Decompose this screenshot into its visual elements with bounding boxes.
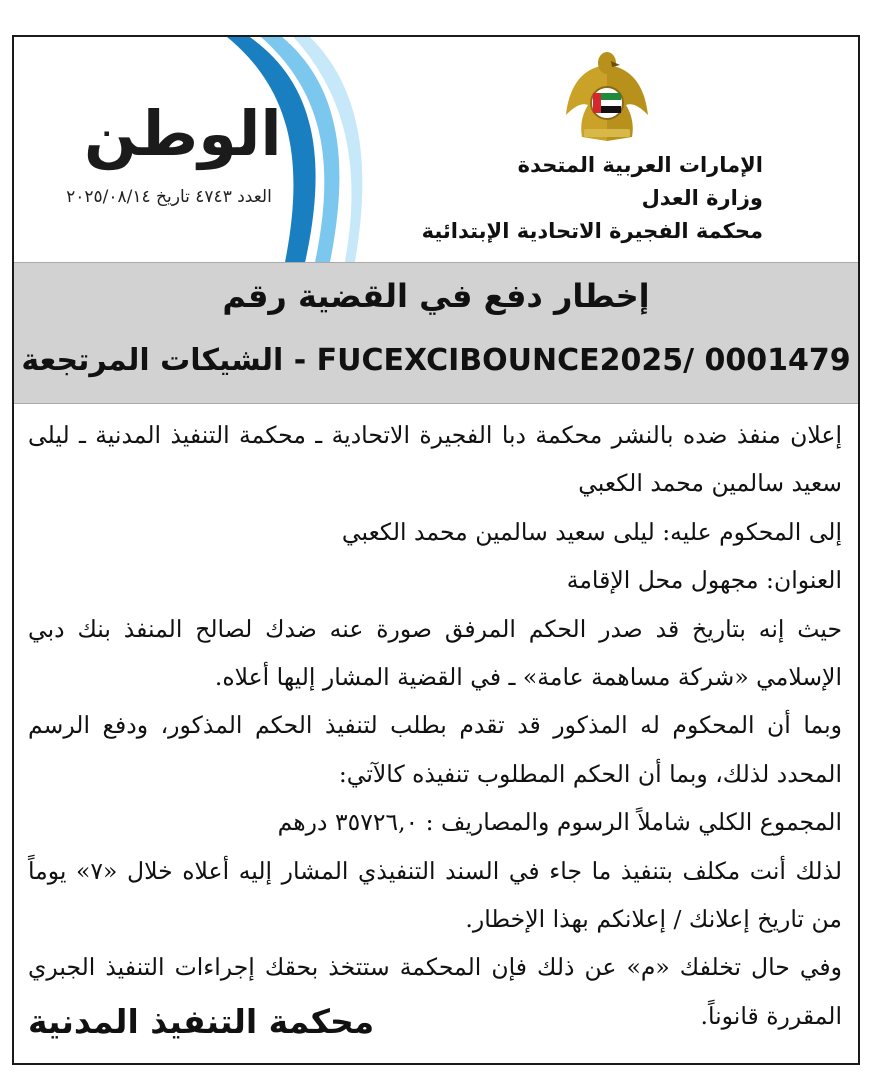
notice-body: [28, 411, 842, 1040]
issue-date-line: العدد ٤٧٤٣ تاريخ ٢٠٢٥/٠٨/١٤: [66, 187, 272, 207]
case-number-line: FUCEXCIBOUNCE2025/ 0001479 - الشيكات المرتجعة: [21, 343, 851, 378]
title-band: [14, 262, 858, 404]
newspaper-logo: الوطن: [84, 97, 282, 170]
announcement-paragraph: إعلان منفذ ضده بالنشر محكمة دبا الفجيرة الاتحادية ـ محكمة التنفيذ المدنية ـ ليلى سعيد سالمين محمد الكعبي: [28, 421, 842, 498]
obligation-paragraph: لذلك أنت مكلف بتنفيذ ما جاء في السند التنفيذي المشار إليه أعلاه خلال «٧» يوماً من تاريخ إعلانك / إعلانكم بهذا الإخطار.: [28, 856, 843, 934]
address-paragraph: العنوان: مجهول محل الإقامة: [566, 566, 842, 595]
court-name: محكمة الفجيرة الاتحادية الإبتدائية: [421, 219, 763, 243]
authority-block: [422, 149, 763, 248]
court-signature: محكمة التنفيذ المدنية: [28, 1002, 375, 1041]
total-amount-paragraph: المجموع الكلي شاملاً الرسوم والمصاريف : ٣٥٧٢٦,٠ درهم: [277, 808, 842, 837]
country-name: الإمارات العربية المتحدة: [517, 153, 763, 177]
notice-frame: [12, 35, 860, 1065]
defendant-paragraph: إلى المحكوم عليه: ليلى سعيد سالمين محمد الكعبي: [341, 517, 842, 546]
uae-eagle-emblem-icon: [562, 45, 652, 145]
request-paragraph: وبما أن المحكوم له المذكور قد تقدم بطلب لتنفيذ الحكم المذكور، ودفع الرسم المحدد لذلك، وبما أن الحكم المطلوب تنفيذه كالآتي:: [28, 711, 842, 788]
ministry-name: وزارة العدل: [641, 186, 763, 210]
notice-title: إخطار دفع في القضية رقم: [222, 277, 650, 315]
judgment-paragraph: حيث إنه بتاريخ قد صدر الحكم المرفق صورة عنه ضدك لصالح المنفذ بنك دبي الإسلامي «شركة مساهمة عامة» ـ في القضية المشار إليها أعلاه.: [28, 614, 842, 692]
notice-header: [14, 37, 858, 262]
enforcement-paragraph: وفي حال تخلفك «م» عن ذلك فإن المحكمة ستتخذ بحقك إجراءات التنفيذ الجبري المقررة قانوناً.: [28, 953, 842, 1030]
